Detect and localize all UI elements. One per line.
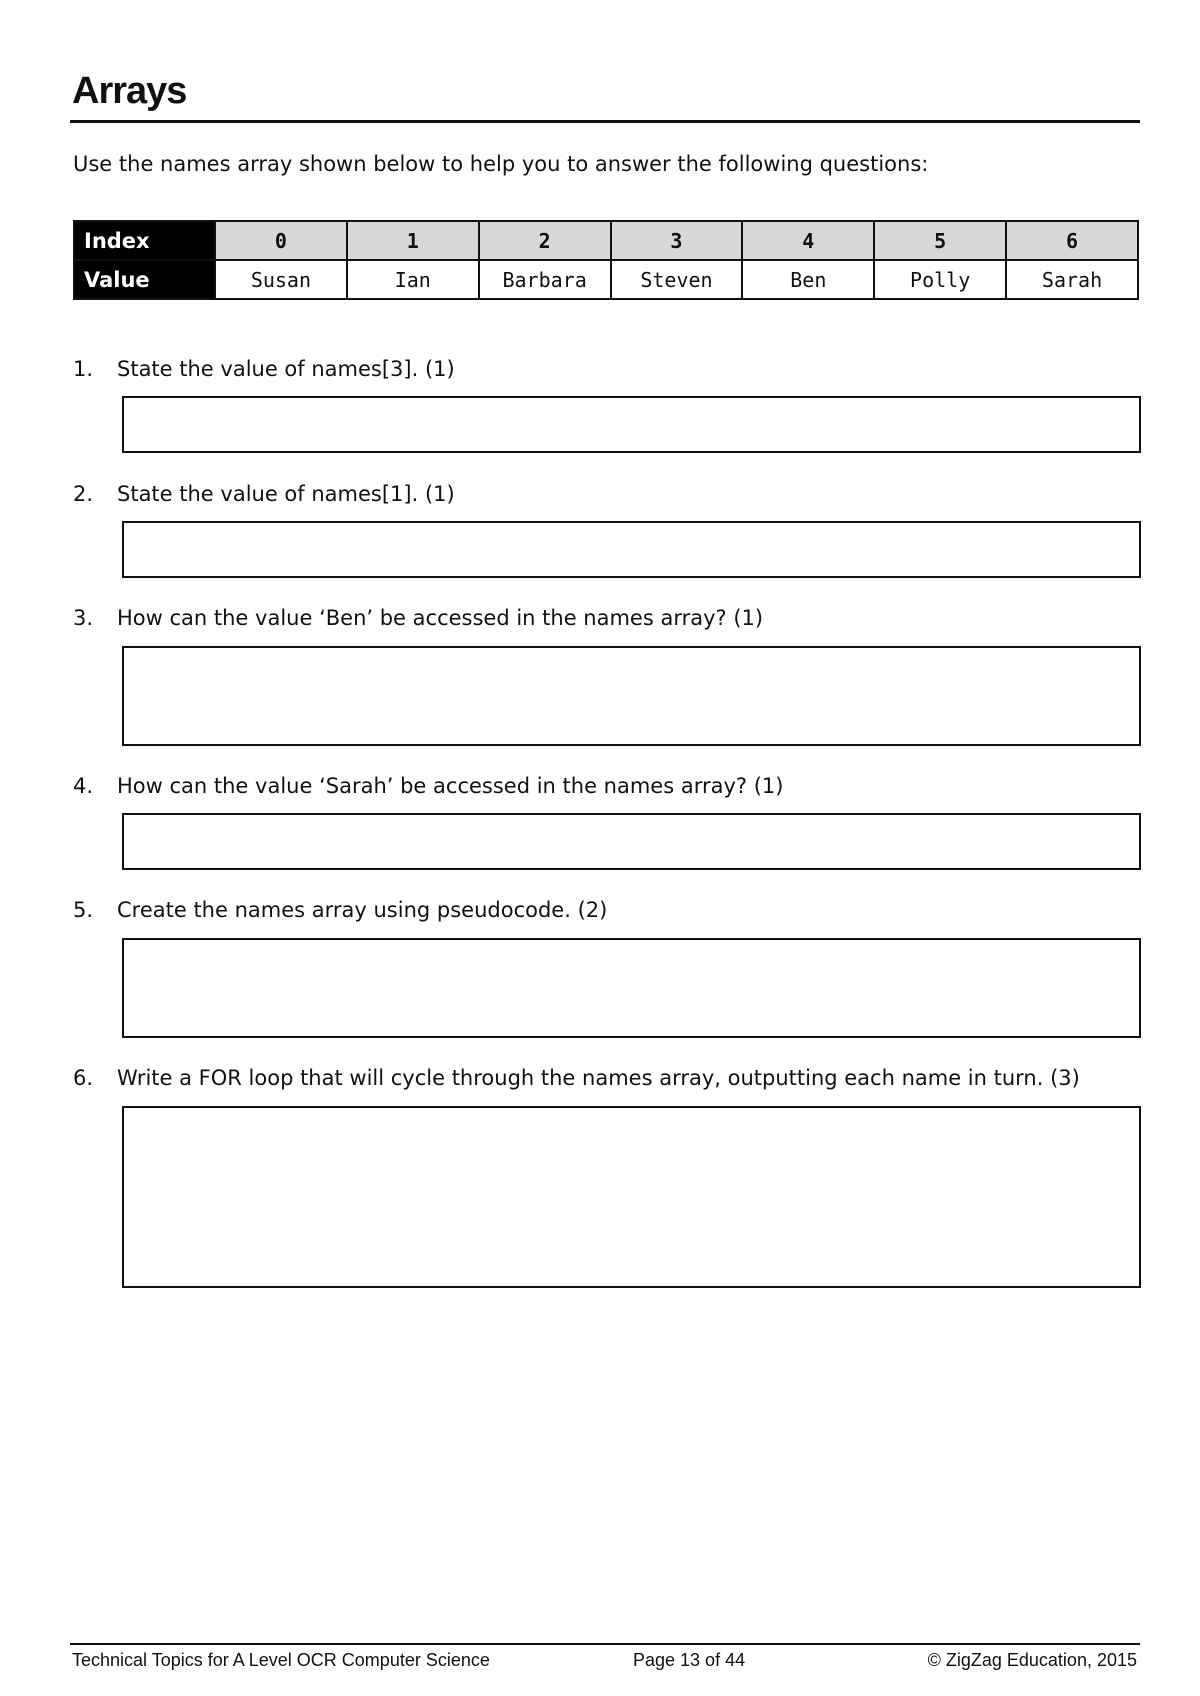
answer-box-6[interactable] xyxy=(122,1106,1141,1288)
index-cell: 0 xyxy=(215,221,347,260)
question-3 xyxy=(73,606,1143,630)
value-row xyxy=(74,260,1138,299)
names-array-table xyxy=(73,220,1139,300)
question-text: How can the value ‘Sarah’ be accessed in the names array? (1) xyxy=(117,774,784,798)
question-number: 4. xyxy=(73,774,94,798)
value-cell: Steven xyxy=(611,260,743,299)
question-4 xyxy=(73,774,1143,798)
value-cell: Sarah xyxy=(1006,260,1138,299)
footer-course-title: Technical Topics for A Level OCR Computer Science xyxy=(72,1650,490,1670)
question-number: 5. xyxy=(73,898,94,922)
question-6 xyxy=(73,1066,1143,1090)
value-cell: Ben xyxy=(742,260,874,299)
question-number: 6. xyxy=(73,1066,94,1090)
answer-box-1[interactable] xyxy=(122,396,1141,453)
question-number: 2. xyxy=(73,482,94,506)
index-cell: 5 xyxy=(874,221,1006,260)
question-text: State the value of names[1]. (1) xyxy=(117,482,455,506)
question-text: How can the value ‘Ben’ be accessed in the names array? (1) xyxy=(117,606,764,630)
index-row xyxy=(74,221,1138,260)
value-cell: Barbara xyxy=(479,260,611,299)
index-cell: 6 xyxy=(1006,221,1138,260)
title-divider xyxy=(70,120,1140,123)
question-1 xyxy=(73,357,1143,381)
footer-page-number: Page 13 of 44 xyxy=(633,1650,746,1670)
footer-divider xyxy=(70,1643,1140,1645)
question-number: 1. xyxy=(73,357,94,381)
value-cell: Polly xyxy=(874,260,1006,299)
answer-box-3[interactable] xyxy=(122,646,1141,746)
footer-copyright: © ZigZag Education, 2015 xyxy=(927,1650,1137,1670)
question-number: 3. xyxy=(73,606,94,630)
page-title: Arrays xyxy=(72,70,187,112)
value-label: Value xyxy=(74,260,215,299)
index-cell: 4 xyxy=(742,221,874,260)
value-cell: Susan xyxy=(215,260,347,299)
index-cell: 1 xyxy=(347,221,479,260)
index-label: Index xyxy=(74,221,215,260)
answer-box-5[interactable] xyxy=(122,938,1141,1038)
value-cell: Ian xyxy=(347,260,479,299)
question-5 xyxy=(73,898,1143,922)
index-cell: 2 xyxy=(479,221,611,260)
intro-text: Use the names array shown below to help you to answer the following questions: xyxy=(73,152,929,176)
answer-box-2[interactable] xyxy=(122,521,1141,578)
answer-box-4[interactable] xyxy=(122,813,1141,870)
index-cell: 3 xyxy=(611,221,743,260)
question-text: Write a FOR loop that will cycle through the names array, outputting each name in turn. (3) xyxy=(117,1066,1080,1090)
question-text: Create the names array using pseudocode. (2) xyxy=(117,898,608,922)
question-2 xyxy=(73,482,1143,506)
question-text: State the value of names[3]. (1) xyxy=(117,357,455,381)
